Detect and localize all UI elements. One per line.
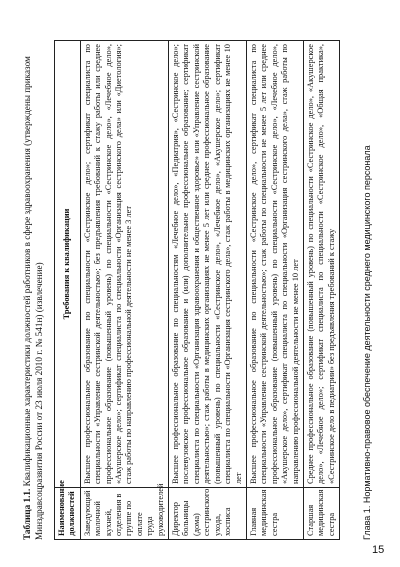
position-cell: Главная медицинская сестра — [246, 488, 303, 540]
rotated-page — [20, 20, 380, 540]
caption-text: Квалификационные характеристики должностей работников в сфере здравоохранения (утверждены приказом Минздравсоцразвития России от 23 июля 2010 г. № 541н) (извлечение) — [22, 56, 44, 540]
position-cell: Заведующий молочной кухней, отделения в группе по оплате труда руководителей — [80, 488, 168, 540]
caption-label: Таблица 1.1. — [22, 488, 32, 540]
table-row — [169, 41, 247, 540]
qualification-table — [54, 40, 340, 540]
requirements-text: Среднее профессиональное образование (повышенный уровень) по специальности «Сестринское дело», «Акушерское дело», «Лечебное дело»; сертификат специалиста по специальности «Сестринское дело», «Общая практика», «Сестринское дело в педиатрии» без предъявления требований к стажу — [305, 44, 336, 484]
running-title: Глава 1. Нормативно-правовое обеспечение деятельности среднего медицинского персонала — [362, 145, 372, 540]
table-row — [246, 41, 303, 540]
table-row — [80, 41, 168, 540]
requirements-text: Высшее профессиональное образование по специальностям «Лечебное дело», «Педиатрия», «Сестринское дело»; послевузовское профессиональное образование и (или) дополнительное профессиональное образование; сертификат специалиста по специальности «Организация здравоохранения и общественное здоровье» или «Управление сестринской деятельностью»; стаж работы в медицинских организациях не менее 5 лет или среднее профессиональное образование (повышенный уровень) по специальности «Сестринское дело», «Лечебное дело», «Акушерское дело»; сертификат специалиста по специальности «Организация сестринского дела», стаж работы в медицинских организациях не менее 10 лет — [171, 44, 243, 484]
table-row — [303, 41, 339, 540]
requirements-cell — [80, 41, 168, 488]
requirements-text: Высшее профессиональное образование по специальности «Сестринское дело»; сертификат специалиста по специальности «Управление сестринской деятельностью»; без предъявления требований к стажу работы или среднее профессиональное образование (повышенный уровень) по специальности «Сестринское дело», «Лечебное дело», «Акушерское дело»; сертификат специалиста по специальности «Организация сестринского дела» или «Диетология»; стаж работы по направлению профессиональной деятельности не менее 3 лет — [82, 44, 134, 484]
requirements-cell — [169, 41, 247, 488]
requirements-cell — [246, 41, 303, 488]
table-header-row — [55, 41, 81, 540]
table-caption — [22, 40, 45, 540]
position-cell: Старшая медицинская сестра — [303, 488, 339, 540]
requirements-text: Высшее профессиональное образование по специальности «Сестринское дело», сертификат специалиста по специальности «Управление сестринской деятельностью»; стаж работы по специальности не менее 5 лет или среднее профессиональное образование (повышенный уровень) по специальности «Сестринское дело», «Лечебное дело», «Акушерское дело», сертификат специалиста по специальности «Организация сестринского дела», стаж работы по направлению профессиональной деятельности не менее 10 лет — [248, 44, 300, 484]
header-position: Наименование должностей — [55, 488, 81, 540]
position-cell: Директор больницы (дома) сестринского ухода, хосписа — [169, 488, 247, 540]
header-requirements: Требования к квалификации — [55, 41, 81, 488]
requirements-cell — [303, 41, 339, 488]
page-number: 15 — [372, 544, 385, 556]
